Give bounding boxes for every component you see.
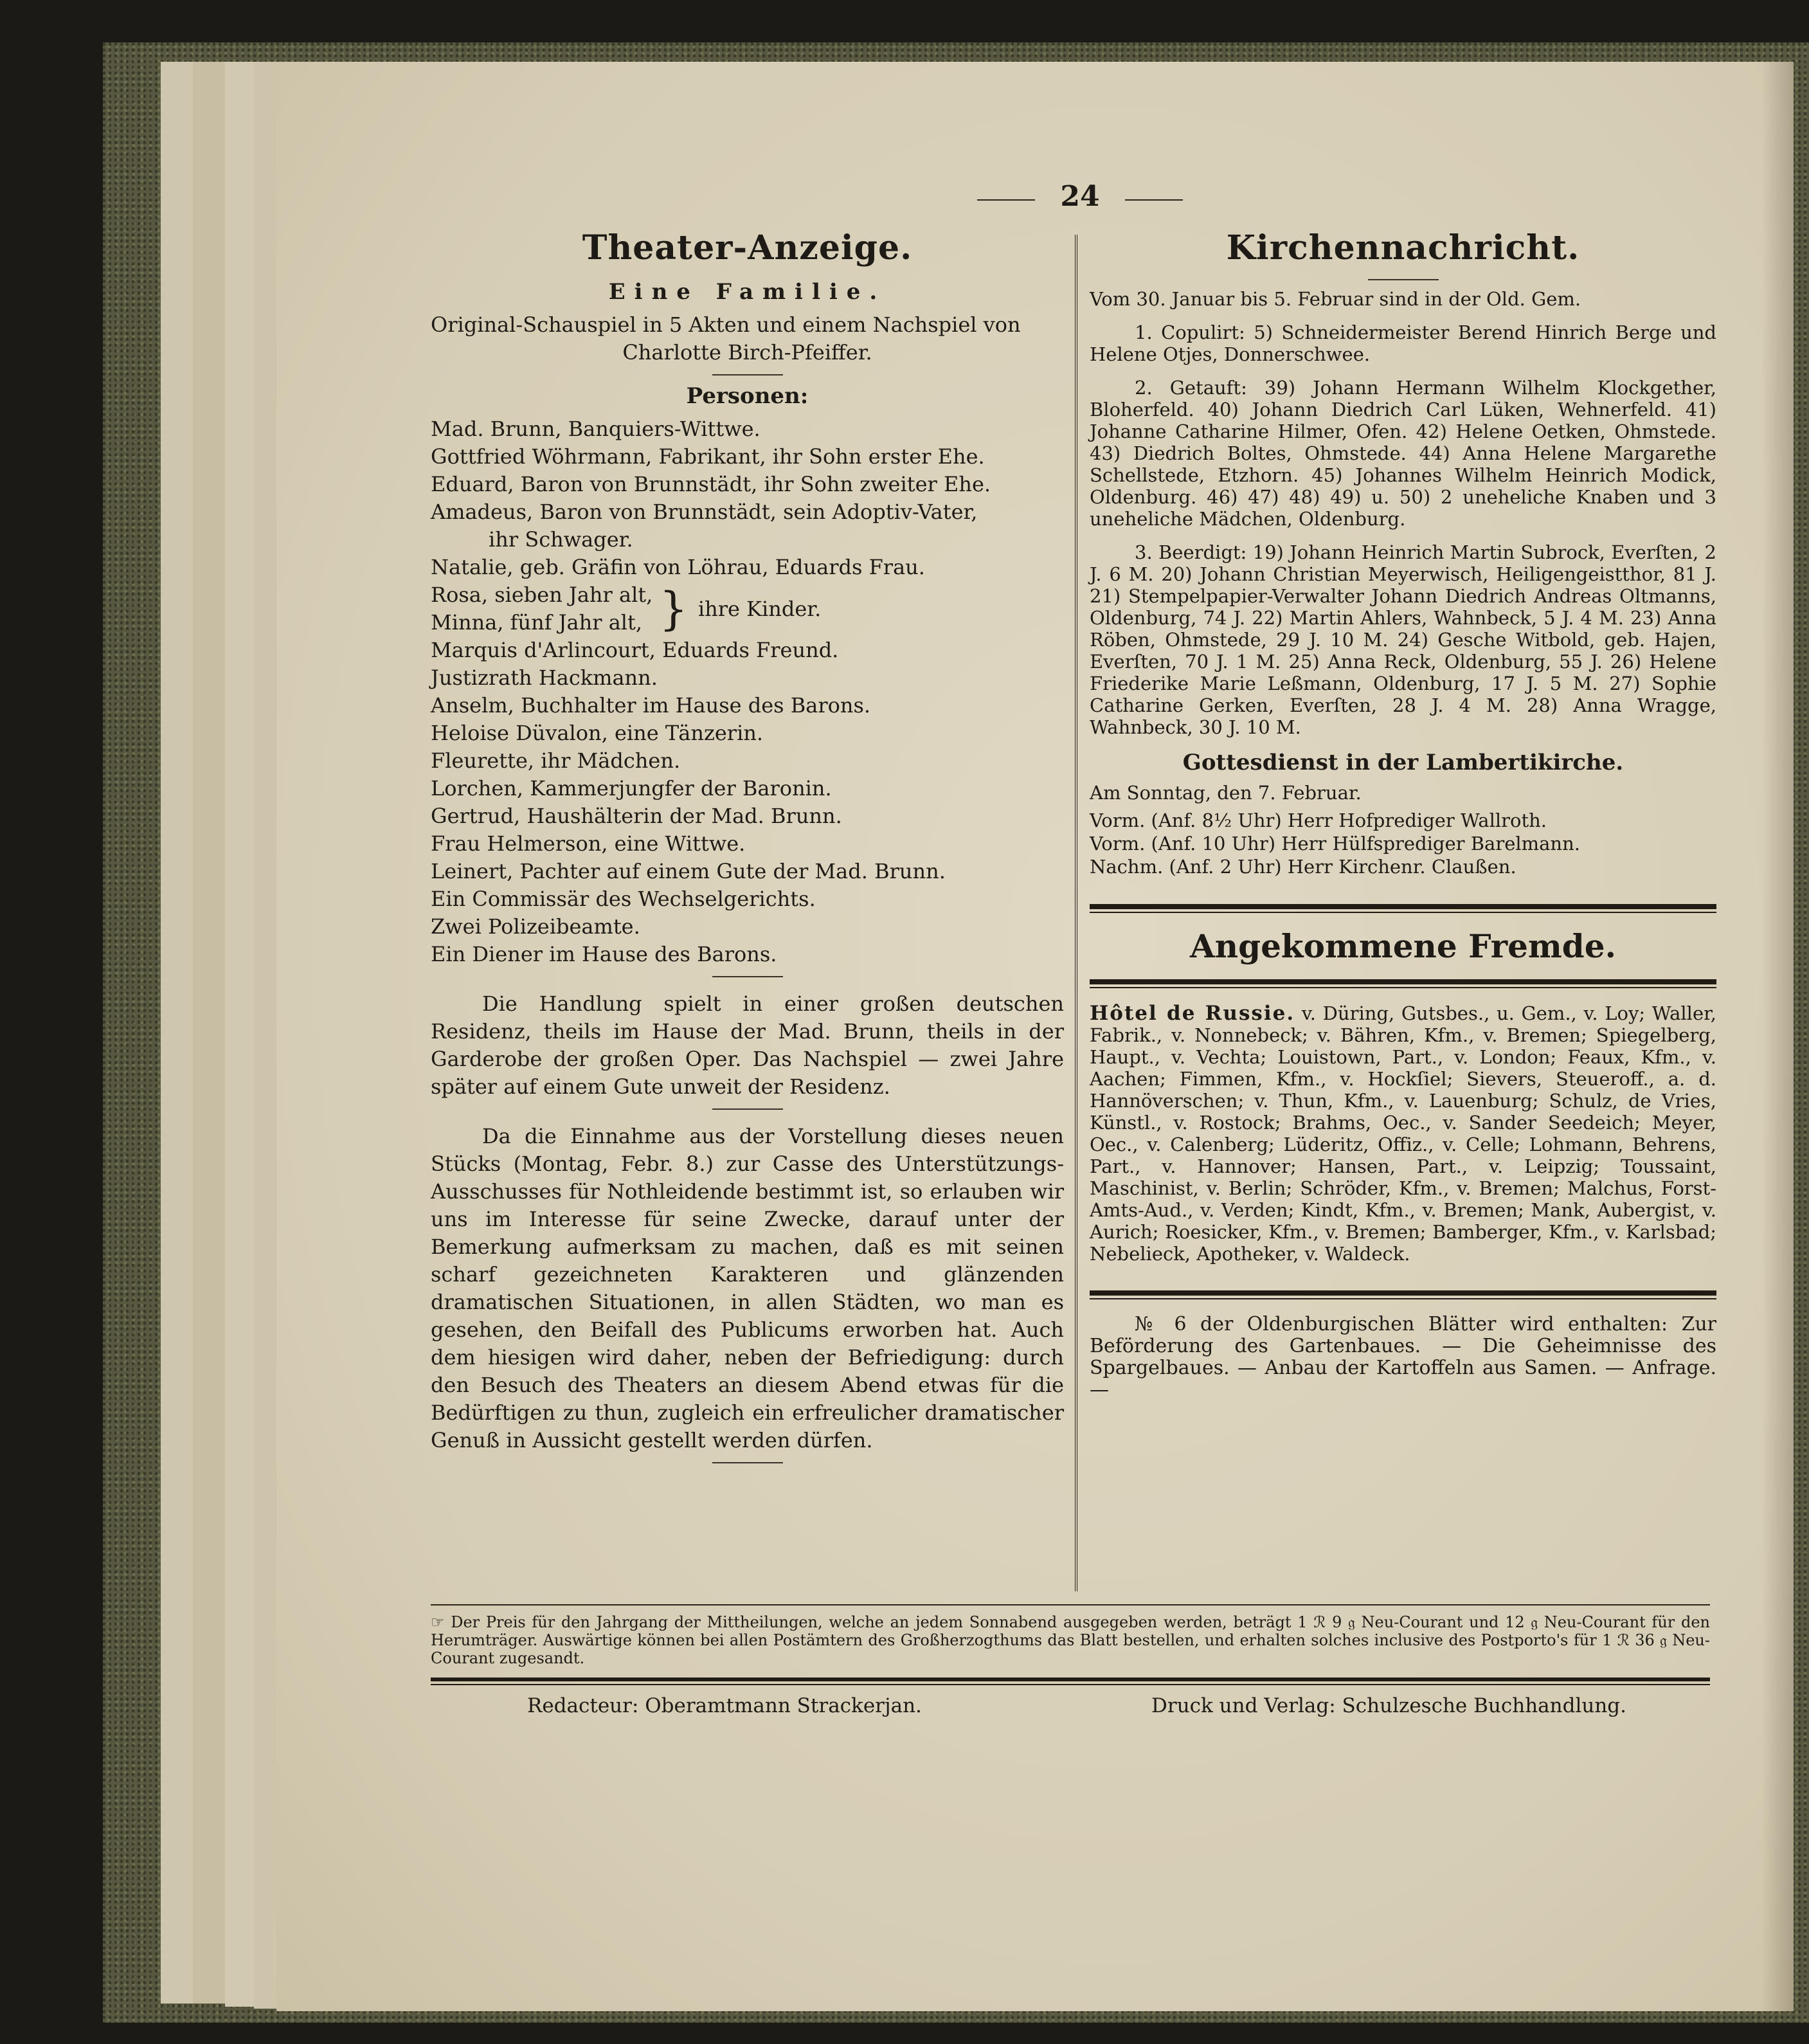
next-issue-notice: № 6 der Oldenburgischen Blätter wird enthalten: Zur Beförderung des Gartenbaues. — Die Geheimnisse des Spargelbaues. — Anbau der Kartoffeln aus Samen. — Anfrage. — xyxy=(1090,1313,1716,1401)
cast-item: Lorchen, Kammerjungfer der Baronin. xyxy=(431,776,832,800)
play-author: Charlotte Birch-Pfeiffer. xyxy=(622,340,872,365)
cast-item: ihr Schwager. xyxy=(489,527,633,552)
cast-item: Frau Helmerson, eine Wittwe. xyxy=(431,831,746,856)
service-date: Am Sonntag, den 7. Februar. xyxy=(1090,782,1362,804)
right-column xyxy=(1090,228,1716,1401)
cast-item: Heloise Düvalon, eine Tänzerin. xyxy=(431,721,764,745)
arrivals-list xyxy=(1090,1002,1716,1265)
persons-heading: Personen: xyxy=(686,383,809,409)
cast-item: Marquis d'Arlincourt, Eduards Freund. xyxy=(431,638,839,662)
church-getauft: 2. Getauft: 39) Johann Hermann Wilhelm Klockgether, Bloherfeld. 40) Johann Diedrich Carl Lüken, Wehnerfeld. 41) Johanne Catharine Hilmer, Ofen. 42) Helene Oetken, Ohmstede. 43) Diedrich Boltes, Ohmstede. 44) Anna Helene Margarethe Schellstede, Etzhorn. 45) Johannes Wilhelm Heinrich Modick, Oldenburg. 46) 47) 48) 49) u. 50) 2 uneheliche Knaben und 3 uneheliche Mädchen, Oldenburg. xyxy=(1090,377,1716,530)
cast-item: Anselm, Buchhalter im Hause des Barons. xyxy=(431,693,871,718)
cast-item: Minna, fünf Jahr alt, xyxy=(431,610,643,635)
service-title: Gottesdienst in der Lambertikirche. xyxy=(1182,750,1624,775)
play-title: Eine Familie. xyxy=(608,279,887,305)
children-group xyxy=(431,581,1064,637)
theater-title: Theater-Anzeige. xyxy=(582,228,913,267)
cast-item: Gottfried Wöhrmann, Fabrikant, ihr Sohn erster Ehe. xyxy=(431,444,985,469)
cast-item: Mad. Brunn, Banquiers-Wittwe. xyxy=(431,417,760,441)
footer xyxy=(431,1604,1710,1717)
page-number: 24 xyxy=(964,180,1196,213)
cast-item: Amadeus, Baron von Brunnstädt, sein Adoptiv-Vater, xyxy=(431,500,978,524)
editor-line: Redacteur: Oberamtmann Strackerjan. xyxy=(527,1694,922,1717)
cast-item: Natalie, geb. Gräfin von Löhrau, Eduards Frau. xyxy=(431,555,925,579)
cast-item: Ein Commissär des Wechselgerichts. xyxy=(431,887,816,911)
cast-item: Gertrud, Haushälterin der Mad. Brunn. xyxy=(431,804,842,828)
church-beerdigt: 3. Beerdigt: 19) Johann Heinrich Martin Subrock, Everſten, 2 J. 6 M. 20) Johann Christian Meyerwisch, Heiligengeistthor, 81 J. 21) Stempelpapier-Verwalter Johann Diedrich Andreas Oltmanns, Oldenburg, 74 J. 22) Martin Ahlers, Wahnbeck, 5 J. 4 M. 23) Anna Röben, Ohmstede, 29 J. 10 M. 24) Gesche Witbold, geb. Hajen, Everſten, 70 J. 1 M. 25) Anna Reck, Oldenburg, 55 J. 26) Helene Friederike Marie Leßmann, Oldenburg, 17 J. 5 M. 27) Sophie Catharine Gerken, Everſten, 28 J. 4 M. 28) Anna Wragge, Wahnbeck, 30 J. 10 M. xyxy=(1090,541,1716,738)
column-divider xyxy=(1075,235,1077,1591)
service-item: Nachm. (Anf. 2 Uhr) Herr Kirchenr. Claußen. xyxy=(1090,856,1516,878)
cast-item: Fleurette, ihr Mädchen. xyxy=(431,748,681,773)
guest-list: v. Düring, Gutsbes., u. Gem., v. Loy; Waller, Fabrik., v. Nonnebeck; v. Bähren, Kfm., v. Bremen; Spiegelberg, Haupt., v. Vechta; Louistown, Part., v. London; Feaux, Kfm., v. Aachen; Fimmen, Kfm., v. Hockſiel; Sievers, Steueroff., a. d. Hannöverschen; v. Thun, Kfm., v. Lauenburg; Schulz, de Vries, Künstl., v. Rostock; Brahms, Oec., v. Sander Seedeich; Meyer, Oec., v. Calenberg; Lüderitz, Offiz., v. Celle; Lohmann, Behrens, Part., v. Hannover; Hansen, Part., v. Leipzig; Toussaint, Maschinist, v. Berlin; Schröder, Kfm., v. Bremen; Malchus, Forst-Amts-Aud., v. Verden; Kindt, Kfm., v. Bremen; Mank, Aubergist, v. Aurich; Roesicker, Kfm., v. Bremen; Bamberger, Kfm., v. Karlsbad; Nebelieck, Apotheker, v. Waldeck. xyxy=(1090,1002,1716,1265)
service-item: Vorm. (Anf. 8½ Uhr) Herr Hofprediger Wallroth. xyxy=(1090,809,1547,831)
service-item: Vorm. (Anf. 10 Uhr) Herr Hülfsprediger Barelmann. xyxy=(1090,833,1580,855)
theater-column xyxy=(431,228,1064,1471)
benefit-note: Da die Einnahme aus der Vorstellung dieses neuen Stücks (Montag, Febr. 8.) zur Casse des Unterstützungs-Ausschusses für Nothleidende bestimmt ist, so erlauben wir uns im Interesse für seine Zwecke, darauf unter der Bemerkung aufmerksam zu machen, daß es mit seinen scharf gezeichneten Karakteren und glänzenden dramatischen Situationen, in allen Städten, wo man es gesehen, den Beifall des Publicums erworben hat. Auch dem hiesigen wird daher, neben der Befriedigung: durch den Besuch des Theaters an diesem Abend etwas für die Bedürftigen zu thun, zugleich ein erfreulicher dramatischer Genuß in Aussicht gestellt werden dürfen. xyxy=(431,1124,1064,1452)
church-period: Vom 30. Januar bis 5. Februar sind in der Old. Gem. xyxy=(1090,288,1581,310)
cast-item: Rosa, sieben Jahr alt, xyxy=(431,583,653,607)
children-label: ihre Kinder. xyxy=(698,596,822,621)
play-subtitle: Original-Schauspiel in 5 Akten und einem Nachspiel von xyxy=(431,312,1021,337)
cast-item: Leinert, Pachter auf einem Gute der Mad. Brunn. xyxy=(431,859,946,883)
cast-item: Justizrath Hackmann. xyxy=(431,665,658,690)
brace-glyph: } xyxy=(659,583,688,635)
cast-item: Zwei Polizeibeamte. xyxy=(431,914,640,939)
price-note: ☞ Der Preis für den Jahrgang der Mittheilungen, welche an jedem Sonnabend ausgegeben werden, beträgt 1 ℛ 9 𝔤 Neu-Courant und 12 𝔤 Neu-Courant für den Herumträger. Auswärtige können bei allen Postämtern des Großherzogthums das Blatt bestellen, und erhalten solches inclusive des Postporto's für 1 ℛ 36 𝔤 Neu-Courant zugesandt. xyxy=(431,1613,1710,1667)
publisher-line: Druck und Verlag: Schulzesche Buchhandlung. xyxy=(1151,1694,1626,1717)
cast-item: Eduard, Baron von Brunnstädt, ihr Sohn zweiter Ehe. xyxy=(431,472,991,496)
cast-item: Ein Diener im Hause des Barons. xyxy=(431,942,777,966)
church-title: Kirchennachricht. xyxy=(1226,228,1580,267)
play-setting: Die Handlung spielt in einer großen deutschen Residenz, theils im Hause der Mad. Brunn, theils in der Garderobe der großen Oper. Das Nachspiel — zwei Jahre später auf einem Gute unweit der Residenz. xyxy=(431,991,1064,1099)
hotel-name: Hôtel de Russie. xyxy=(1090,1002,1295,1025)
church-copulirt: 1. Copulirt: 5) Schneidermeister Berend Hinrich Berge und Helene Otjes, Donnerschwee. xyxy=(1090,321,1716,365)
arrivals-title: Angekommene Fremde. xyxy=(1190,927,1616,965)
